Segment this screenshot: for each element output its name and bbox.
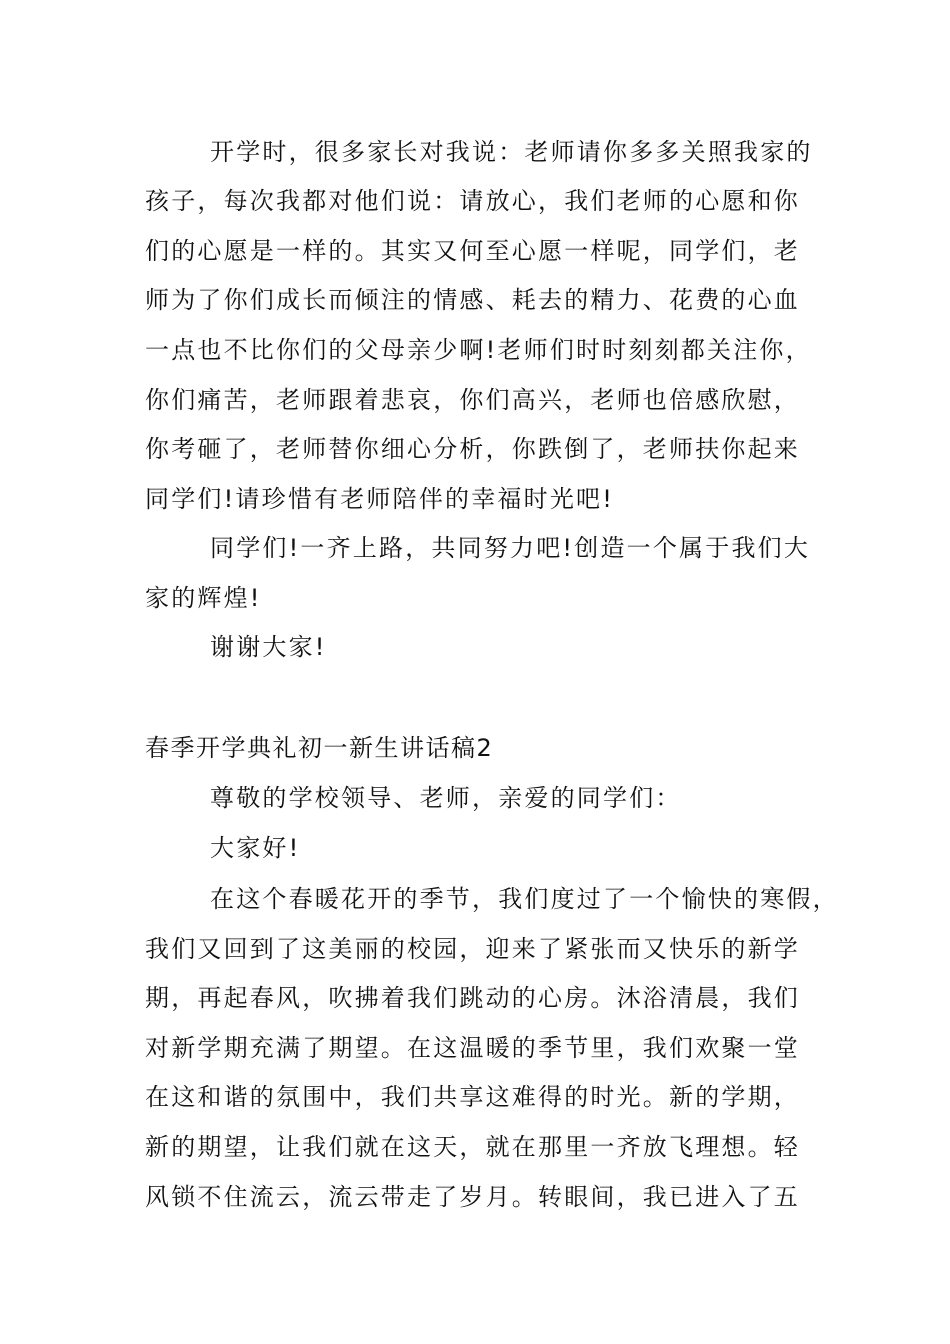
paragraph-line: 们的心愿是一样的。其实又何至心愿一样呢，同学们，老	[145, 237, 800, 265]
paragraph-line: 同学们!请珍惜有老师陪伴的幸福时光吧!	[145, 485, 615, 513]
salutation-line: 尊敬的学校领导、老师，亲爱的同学们：	[210, 784, 682, 812]
paragraph-line: 你考砸了，老师替你细心分析，你跌倒了，老师扶你起来	[145, 435, 800, 463]
paragraph-line: 同学们!一齐上路，共同努力吧!创造一个属于我们大	[210, 534, 811, 562]
section-title: 春季开学典礼初一新生讲话稿2	[145, 734, 494, 762]
paragraph-line: 在这个春暖花开的季节，我们度过了一个愉快的寒假，	[210, 885, 839, 913]
paragraph-line: 孩子，每次我都对他们说：请放心，我们老师的心愿和你	[145, 187, 800, 215]
paragraph-line: 新的期望，让我们就在这天，就在那里一齐放飞理想。轻	[145, 1133, 800, 1161]
paragraph-line: 风锁不住流云，流云带走了岁月。转眼间，我已进入了五	[145, 1183, 800, 1211]
greeting-line: 大家好!	[210, 834, 301, 862]
paragraph-line: 在这和谐的氛围中，我们共享这难得的时光。新的学期，	[145, 1083, 800, 1111]
paragraph-line: 对新学期充满了期望。在这温暖的季节里，我们欢聚一堂	[145, 1034, 800, 1062]
paragraph-line: 一点也不比你们的父母亲少啊!老师们时时刻刻都关注你，	[145, 336, 812, 364]
paragraph-line: 开学时，很多家长对我说：老师请你多多关照我家的	[210, 138, 813, 166]
paragraph-line: 我们又回到了这美丽的校园，迎来了紧张而又快乐的新学	[145, 935, 800, 963]
paragraph-line: 师为了你们成长而倾注的情感、耗去的精力、花费的心血	[145, 286, 800, 314]
paragraph-line: 家的辉煌!	[145, 584, 262, 612]
paragraph-line: 期，再起春风，吹拂着我们跳动的心房。沐浴清晨，我们	[145, 984, 800, 1012]
paragraph-line: 你们痛苦，老师跟着悲哀，你们高兴，老师也倍感欣慰，	[145, 386, 800, 414]
paragraph-line: 谢谢大家!	[210, 633, 327, 661]
